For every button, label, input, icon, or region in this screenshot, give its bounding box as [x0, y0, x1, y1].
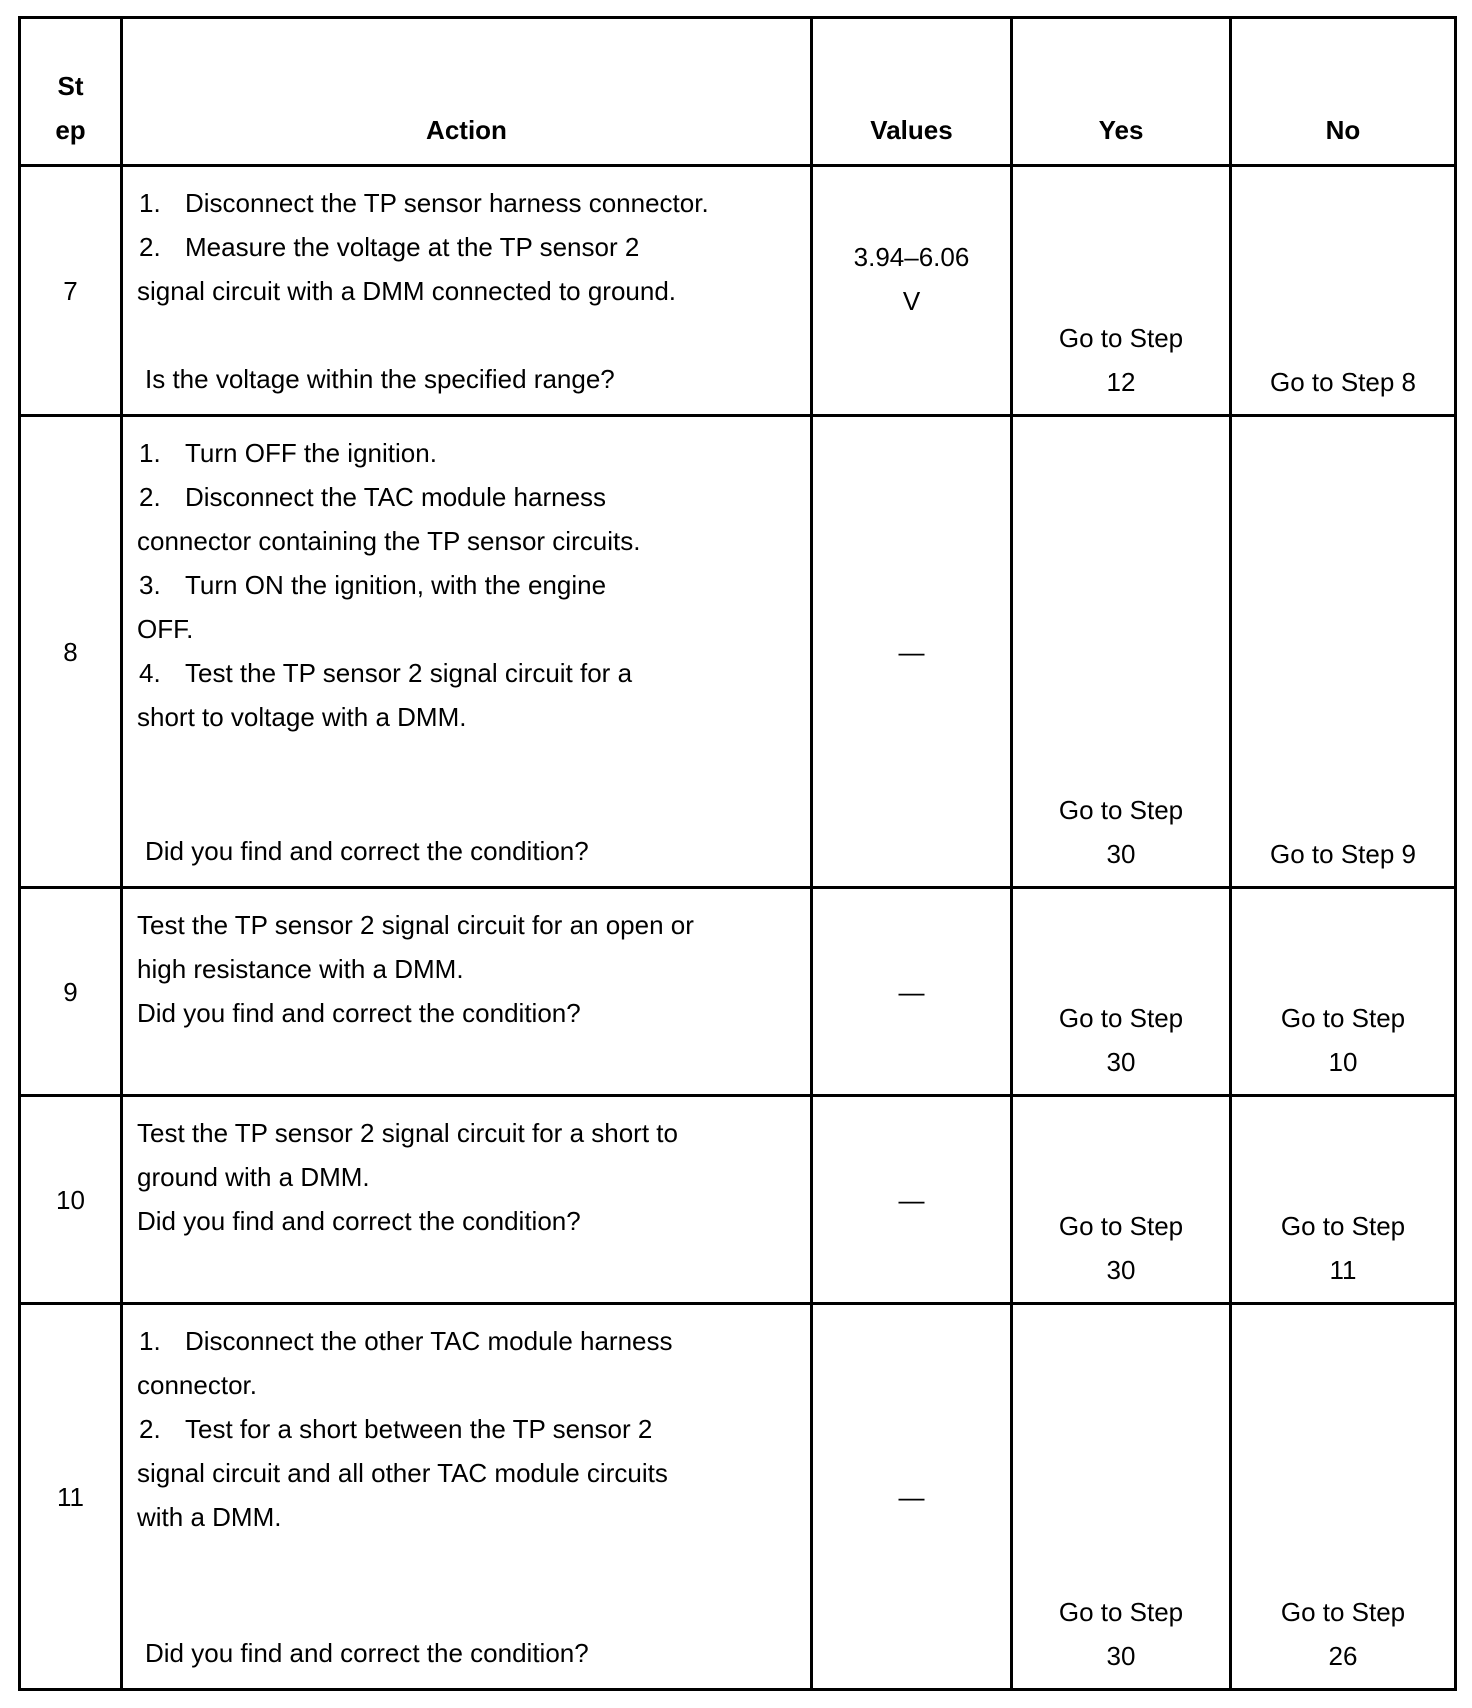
action-text: high resistance with a DMM. — [137, 954, 464, 984]
value-text: — — [898, 1481, 925, 1512]
value-cell — [812, 416, 1012, 888]
diagnostic-table — [18, 16, 1457, 1691]
no-action — [1231, 1304, 1456, 1690]
action-text: Test the TP sensor 2 signal circuit for a short to — [137, 1118, 678, 1148]
value-text: — — [898, 636, 925, 667]
step-number: 7 — [20, 166, 122, 416]
action-step-number: 2. — [139, 232, 161, 262]
action-question: Is the voltage within the specified range? — [145, 364, 615, 394]
table-row — [20, 1304, 1456, 1690]
action-line — [137, 1495, 796, 1539]
action-line — [137, 519, 796, 563]
action-text: OFF. — [137, 614, 194, 644]
header-no: No — [1231, 18, 1456, 166]
yes-action — [1012, 1096, 1231, 1304]
action-line — [137, 607, 796, 651]
action-line — [137, 695, 796, 739]
action-line — [137, 1155, 796, 1199]
action-text: Did you find and correct the condition? — [137, 1206, 581, 1236]
value-text: — — [898, 976, 925, 1007]
value-cell — [812, 888, 1012, 1096]
step-number: 11 — [20, 1304, 122, 1690]
action-line — [137, 475, 796, 519]
action-line — [137, 651, 796, 695]
action-line — [137, 1407, 796, 1451]
action-cell — [122, 1096, 812, 1304]
no-text: Go to Step 10 — [1280, 1003, 1406, 1077]
action-text: signal circuit with a DMM connected to ground. — [137, 276, 677, 306]
action-line — [137, 181, 796, 225]
header-row — [20, 18, 1456, 166]
action-line — [137, 1199, 796, 1243]
action-text: Test the TP sensor 2 signal circuit for a — [185, 658, 633, 688]
action-line — [137, 431, 796, 475]
action-line — [137, 947, 796, 991]
action-question: Did you find and correct the condition? — [145, 1638, 589, 1668]
action-text: with a DMM. — [137, 1502, 282, 1532]
action-text: Disconnect the TP sensor harness connector. — [185, 188, 709, 218]
yes-text: Go to Step 30 — [1058, 1003, 1184, 1077]
action-text: Disconnect the other TAC module harness — [185, 1326, 673, 1356]
no-text: Go to Step 26 — [1280, 1597, 1406, 1671]
action-line — [137, 225, 796, 269]
action-step-number: 4. — [139, 658, 161, 688]
value-text: — — [898, 1184, 925, 1215]
action-text: Test for a short between the TP sensor 2 — [185, 1414, 653, 1444]
yes-text: Go to Step 30 — [1058, 795, 1184, 869]
value-text: 3.94–6.06 V — [853, 242, 970, 316]
action-cell — [122, 1304, 812, 1690]
yes-text: Go to Step 30 — [1058, 1211, 1184, 1285]
yes-text: Go to Step 12 — [1058, 323, 1184, 397]
no-action — [1231, 888, 1456, 1096]
step-number: 10 — [20, 1096, 122, 1304]
no-text: Go to Step 8 — [1270, 367, 1416, 397]
action-text: Test the TP sensor 2 signal circuit for an open or — [137, 910, 694, 940]
table-row — [20, 166, 1456, 416]
action-step-number: 3. — [139, 570, 161, 600]
action-line — [137, 1451, 796, 1495]
value-cell — [812, 1096, 1012, 1304]
action-line — [137, 991, 796, 1035]
action-text: Turn ON the ignition, with the engine — [185, 570, 607, 600]
action-text: connector. — [137, 1370, 257, 1400]
action-text: ground with a DMM. — [137, 1162, 370, 1192]
action-cell — [122, 166, 812, 416]
header-values: Values — [812, 18, 1012, 166]
no-action — [1231, 166, 1456, 416]
action-text: signal circuit and all other TAC module circuits — [137, 1458, 668, 1488]
action-line — [137, 903, 796, 947]
action-text: connector containing the TP sensor circuits. — [137, 526, 641, 556]
action-text: Turn OFF the ignition. — [185, 438, 437, 468]
header-yes: Yes — [1012, 18, 1231, 166]
yes-action — [1012, 888, 1231, 1096]
value-cell — [812, 166, 1012, 416]
no-action — [1231, 1096, 1456, 1304]
action-line — [137, 1319, 796, 1363]
yes-action — [1012, 416, 1231, 888]
header-step: St ep — [20, 18, 122, 166]
action-line — [137, 1363, 796, 1407]
action-cell — [122, 888, 812, 1096]
action-text: Measure the voltage at the TP sensor 2 — [185, 232, 640, 262]
action-line — [137, 269, 796, 313]
value-cell — [812, 1304, 1012, 1690]
step-number: 9 — [20, 888, 122, 1096]
action-step-number: 2. — [139, 482, 161, 512]
action-step-number: 1. — [139, 1326, 161, 1356]
action-line — [137, 1111, 796, 1155]
action-question: Did you find and correct the condition? — [145, 836, 589, 866]
no-action — [1231, 416, 1456, 888]
yes-action — [1012, 1304, 1231, 1690]
action-text: short to voltage with a DMM. — [137, 702, 467, 732]
action-text: Did you find and correct the condition? — [137, 998, 581, 1028]
action-step-number: 1. — [139, 188, 161, 218]
table-row — [20, 888, 1456, 1096]
action-step-number: 2. — [139, 1414, 161, 1444]
action-text: Disconnect the TAC module harness — [185, 482, 607, 512]
action-line — [137, 563, 796, 607]
action-step-number: 1. — [139, 438, 161, 468]
action-cell — [122, 416, 812, 888]
table-row — [20, 416, 1456, 888]
yes-action — [1012, 166, 1231, 416]
no-text: Go to Step 11 — [1280, 1211, 1406, 1285]
yes-text: Go to Step 30 — [1058, 1597, 1184, 1671]
no-text: Go to Step 9 — [1270, 839, 1416, 869]
header-action: Action — [122, 18, 812, 166]
table-row — [20, 1096, 1456, 1304]
step-number: 8 — [20, 416, 122, 888]
